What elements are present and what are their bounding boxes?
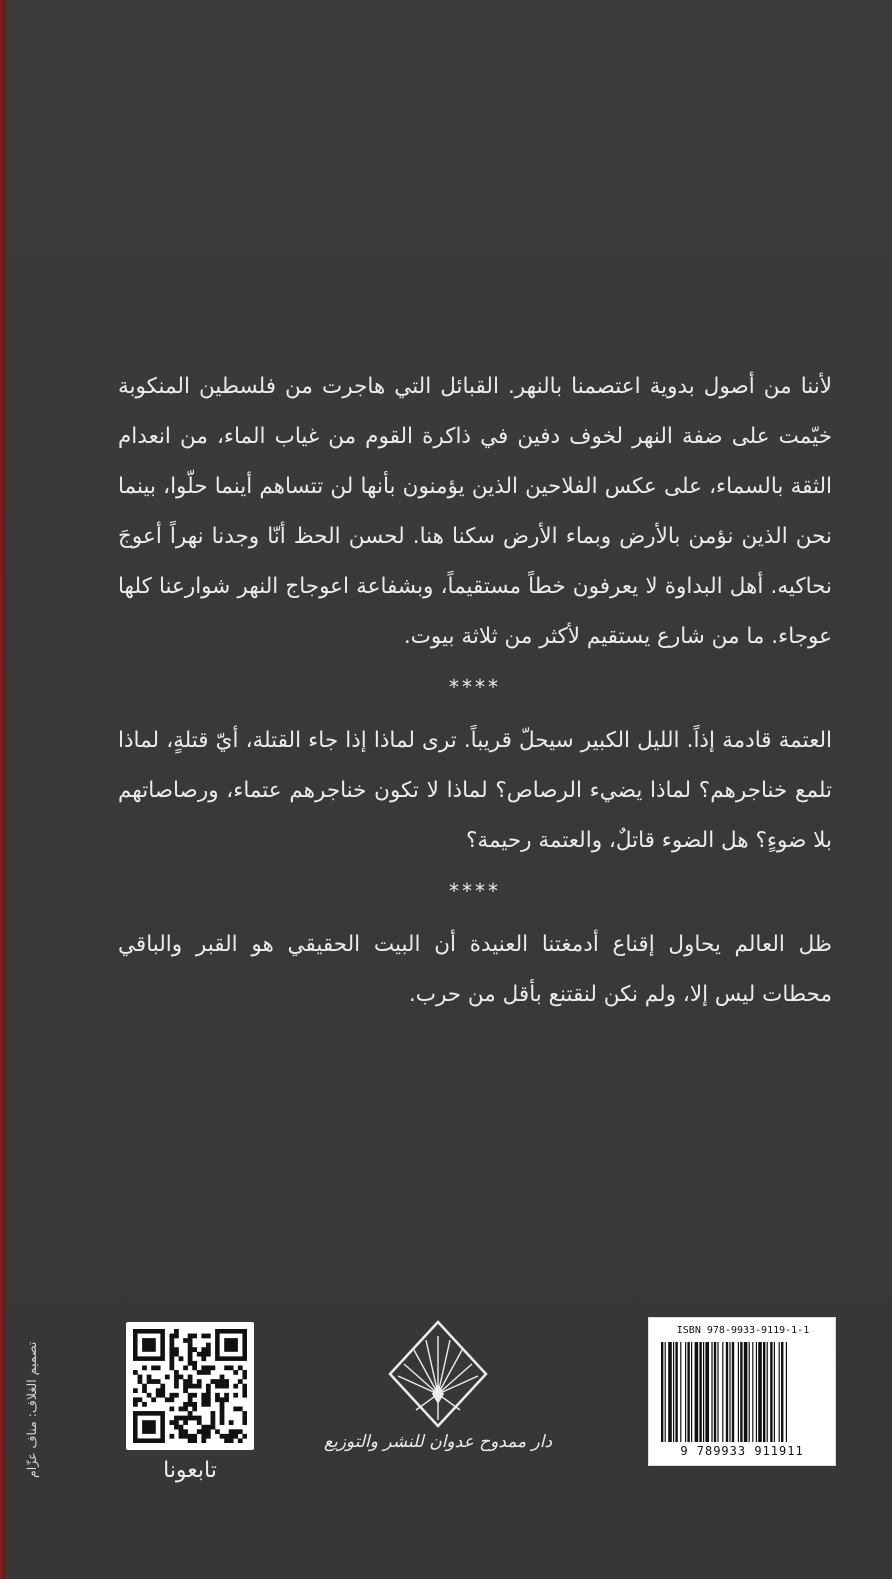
isbn-digits: 9 789933 911911 — [680, 1444, 804, 1458]
barcode-bars — [661, 1342, 823, 1442]
blurb-paragraph-2: العتمة قادمة إذاً. الليل الكبير سيحلّ قريباً. ترى لماذا إذا جاء القتلة، أيّ قتلةٍ، لماذا تلمع خناجرهم؟ لماذا يضيء الرصاص؟ لماذا لا تكون خناجرهم عتماء، ورصاصاتهم بلا ضوءٍ؟ هل الضوء قاتلٌ، والعتمة رحيمة؟ — [118, 728, 832, 853]
cover-design-credit: تصميم الغلاف: مناف عزّام — [24, 1341, 39, 1479]
publisher-name: دار ممدوح عدوان للنشر والتوزيع — [323, 1432, 553, 1452]
qr-label: تابعونا — [163, 1458, 217, 1483]
separator-stars: **** — [449, 675, 501, 699]
publisher-logo-icon — [386, 1320, 490, 1432]
isbn-label: ISBN 978-9933-9119-1-1 — [676, 1325, 810, 1336]
separator-stars: **** — [449, 879, 501, 903]
blurb-text — [118, 362, 832, 1020]
blurb-paragraph-1: لأننا من أصول بدوية اعتصمنا بالنهر. القبائل التي هاجرت من فلسطين المنكوبة خيّمت على ضفة النهر لخوف دفين في ذاكرة القوم من غياب الماء، من انعدام الثقة بالسماء، على عكس الفلاحين الذين يؤمنون بأنها لن تتساهم أينما حلّوا، بينما نحن الذين نؤمن بالأرض وبماء الأرض سكنا هنا. لحسن الحظ أنّا وجدنا نهراً أعوجَ نحاكيه. أهل البداوة لا يعرفون خطاً مستقيماً، وبشفاعة اعوجاج النهر شوارعنا كلها عوجاء. ما من شارع يستقيم لأكثر من ثلاثة بيوت. — [118, 374, 832, 649]
qr-code[interactable] — [126, 1322, 254, 1450]
isbn-barcode — [648, 1317, 836, 1466]
blurb-paragraph-3: ظل العالم يحاول إقناع أدمغتنا العنيدة أن البيت الحقيقي هو القبر والباقي محطات ليس إلا، ولم نكن لنقتنع بأقل من حرب. — [118, 932, 832, 1007]
spine-edge — [0, 0, 7, 1579]
qr-code-icon — [133, 1329, 247, 1443]
